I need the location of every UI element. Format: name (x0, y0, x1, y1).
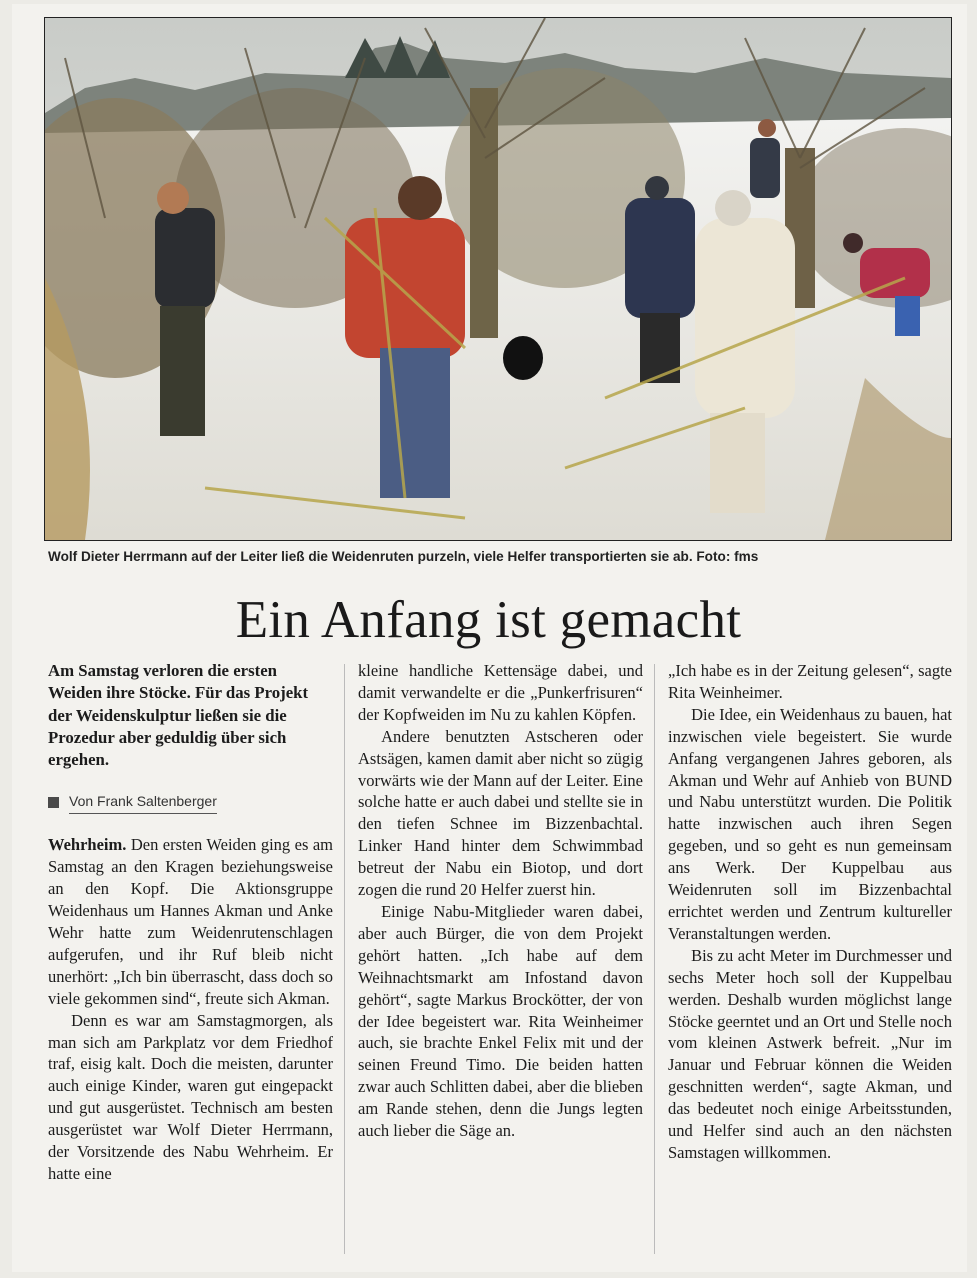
article-lede: Am Samstag verloren die ersten Weiden ihre Stöcke. Für das Projekt der Weidenskulptur ließen sie die Prozedur aber geduldig über sich ergehen. (48, 661, 309, 770)
paragraph (48, 834, 333, 1009)
paragraph: Denn es war am Samstagmorgen, als man sich am Parkplatz vor dem Friedhof traf, eisig kalt. Doch die meisten, darunter auch einige Kinder, waren gut eingepackt und gut ausgerüstet. Technisch am besten ausgerüstet war Wolf Dieter Herrmann, der Vorsitzende des Nabu Wehrheim. Er hatte eine (48, 1010, 333, 1183)
paragraph: Andere benutzten Astscheren oder Astsägen, kamen damit aber nicht so zügig vorwärts wie der Mann auf der Leiter. Eine solche hatte er auch dabei und stellte sie in den tiefen Schnee im Bizzenbachtal. Linker Hand hinter dem Schwimmbad betreut der Nabu ein Biotop, und dort zogen die rund 20 Helfer zuerst hin. (358, 726, 643, 900)
photo-caption: Wolf Dieter Herrmann auf der Leiter ließ die Weidenruten purzeln, viele Helfer transportierten sie ab. Foto: fms (48, 549, 759, 564)
column-1 (48, 660, 333, 1185)
column-2 (358, 660, 643, 1142)
photo-winter-willow-scene (45, 18, 951, 540)
article-headline: Ein Anfang ist gemacht (235, 591, 742, 649)
column-3 (668, 660, 952, 1164)
column-divider (344, 664, 345, 1254)
byline-square-icon (48, 797, 59, 808)
dateline: Wehrheim. (48, 835, 127, 855)
byline (48, 791, 333, 814)
paragraph: Bis zu acht Meter im Durchmesser und sechs Meter hoch soll der Kuppelbau werden. Deshalb wurden möglichst lange Stöcke geerntet und an Ort und Stelle noch vom kleinen Astwerk befreit. „Nur im Januar und Februar können die Weiden geschnitten werden“, sagte Akman, und das bedeutet noch einige Arbeitsstunden, und Helfer sind auch an den nächsten Samstagen willkommen. (668, 945, 952, 1162)
article-photo (44, 17, 952, 541)
paragraph: Die Idee, ein Weidenhaus zu bauen, hat inzwischen viele begeistert. Sie wurde Anfang vergangenen Jahres geboren, als Akman und Wehr auf Anhieb von BUND und Nabu unterstützt wurden. Die Politik hatte inzwischen auch ihren Segen gegeben, und so geht es nun gemeinsam ans Werk. Der Kuppelbau aus Weidenruten soll im Bizzenbachtal errichtet werden und Zentrum kultureller Veranstaltungen werden. (668, 704, 952, 943)
byline-text: Von Frank Saltenberger (69, 791, 217, 814)
column-divider (654, 664, 655, 1254)
paragraph-text: Den ersten Weiden ging es am Samstag an den Kragen beziehungsweise an den Kopf. Die Aktionsgruppe Weidenhaus um Hannes Akman und Anke Wehr hatte zum Weidenrutenschlagen aufgerufen, und ihr Ruf bleib nicht unerhört: „Ich bin überrascht, dass doch so viele gekommen sind“, freute sich Akman. (48, 835, 333, 1008)
paragraph: „Ich habe es in der Zeitung gelesen“, sagte Rita Weinheimer. (668, 661, 952, 702)
paragraph: kleine handliche Kettensäge dabei, und damit verwandelte er die „Punkerfrisuren“ der Kopfweiden im Nu zu kahlen Köpfen. (358, 661, 643, 724)
paragraph: Einige Nabu-Mitglieder waren dabei, aber auch Bürger, die von dem Projekt gehört hatten. „Ich habe auf dem Weihnachtsmarkt am Infostand davon gehört“, sagte Markus Brockötter, der von der Idee begeistert war. Rita Weinheimer auch, sie brachte Enkel Felix mit und der seinen Freund Timo. Die beiden hatten zwar auch Schlitten dabei, aber die blieben am Rande stehen, denn die Jungs legten auch lieber die Säge an. (358, 901, 643, 1141)
